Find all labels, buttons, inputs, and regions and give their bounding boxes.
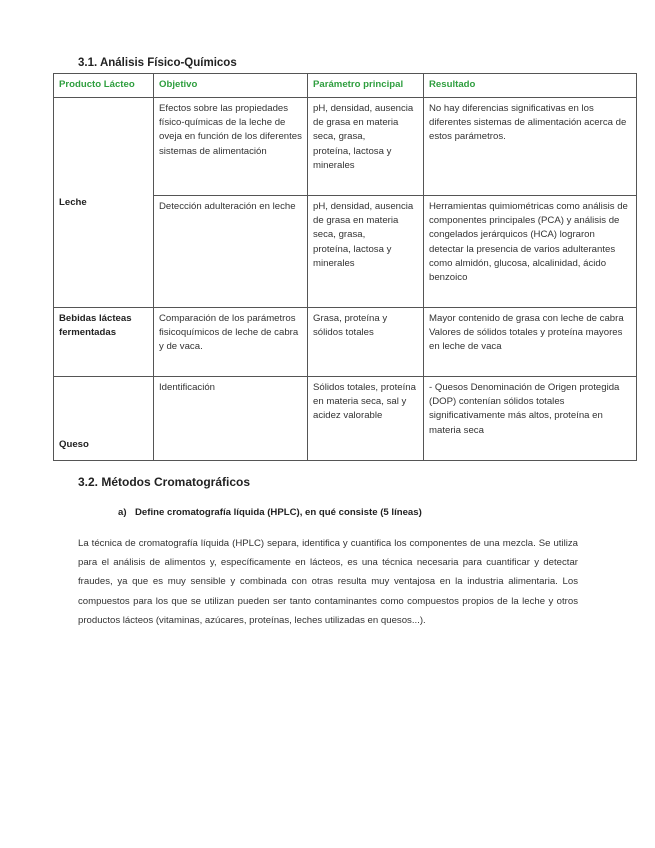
parametro-cell xyxy=(308,98,424,196)
header-objetivo: Objetivo xyxy=(154,74,308,98)
question-label: a) xyxy=(118,507,127,518)
parametro-line: pH, densidad, ausencia de grasa en materia seca, grasa, xyxy=(313,201,414,241)
section-31-title: 3.1. Análisis Físico-Químicos xyxy=(78,57,237,69)
product-queso: Queso xyxy=(54,377,154,461)
table-header-row xyxy=(54,74,637,98)
parametro-cell xyxy=(308,196,424,308)
resultado-cell: Herramientas quimiométricas como análisis de componentes principales (PCA) y análisis de congelados jerárquicos (HCA) lograron detectar la presencia de varios adulterantes como almidón, glucosa, alcalinidad, ácido benzoico xyxy=(424,196,637,308)
objetivo-cell: Detección adulteración en leche xyxy=(154,196,308,308)
resultado-cell: - Quesos Denominación de Origen protegida (DOP) contenían sólidos totales significativamente más altos, proteína en materia seca xyxy=(424,377,637,461)
objetivo-cell: Identificación xyxy=(154,377,308,461)
objetivo-cell: Comparación de los parámetros fisicoquímicos de leche de cabra y de vaca. xyxy=(154,308,308,377)
header-producto: Producto Lácteo xyxy=(54,74,154,98)
answer-paragraph: La técnica de cromatografía líquida (HPLC) separa, identifica y cuantifica los componentes de una mezcla. Se utiliza para el análisis de alimentos y, específicamente en lácteos, es una técnica necesaria para cuantificar y detectar fraudes, ya que es muy sensible y combinada con otras resulta muy ventajosa en la industria alimentaria. Los compuestos para los que se utilizan pueden ser tanto contaminantes como compuestos propios de la leche y otros productos lácteos (vitaminas, azúcares, proteínas, leches utilizadas en quesos...). xyxy=(78,538,578,626)
parametro-line: proteína, lactosa y minerales xyxy=(313,145,392,171)
table-row xyxy=(54,377,637,461)
resultado-line: Mayor contenido de grasa con leche de cabra xyxy=(429,313,624,324)
parametro-cell: Grasa, proteína y sólidos totales xyxy=(308,308,424,377)
product-leche: Leche xyxy=(54,98,154,308)
section-32-title: 3.2. Métodos Cromatográficos xyxy=(78,475,251,489)
parametro-line: pH, densidad, ausencia de grasa en materia seca, grasa, xyxy=(313,103,414,143)
physicochemical-table xyxy=(53,73,637,461)
table-row xyxy=(54,98,637,196)
objetivo-cell: Efectos sobre las propiedades físico-químicas de la leche de oveja en función de los diferentes sistemas de alimentación xyxy=(154,98,308,196)
table-row xyxy=(54,308,637,377)
question-text: Define cromatografía líquida (HPLC), en qué consiste (5 líneas) xyxy=(135,507,422,518)
product-bebidas: Bebidas lácteas fermentadas xyxy=(54,308,154,377)
resultado-cell: No hay diferencias significativas en los diferentes sistemas de alimentación acerca de estos parámetros. xyxy=(424,98,637,196)
header-parametro: Parámetro principal xyxy=(308,74,424,98)
question-heading xyxy=(118,507,422,518)
resultado-cell xyxy=(424,308,637,377)
header-resultado: Resultado xyxy=(424,74,637,98)
parametro-cell: Sólidos totales, proteína en materia seca, sal y acidez valorable xyxy=(308,377,424,461)
parametro-line: proteína, lactosa y minerales xyxy=(313,243,392,269)
resultado-line: Valores de sólidos totales y proteína mayores en leche de vaca xyxy=(429,327,623,353)
